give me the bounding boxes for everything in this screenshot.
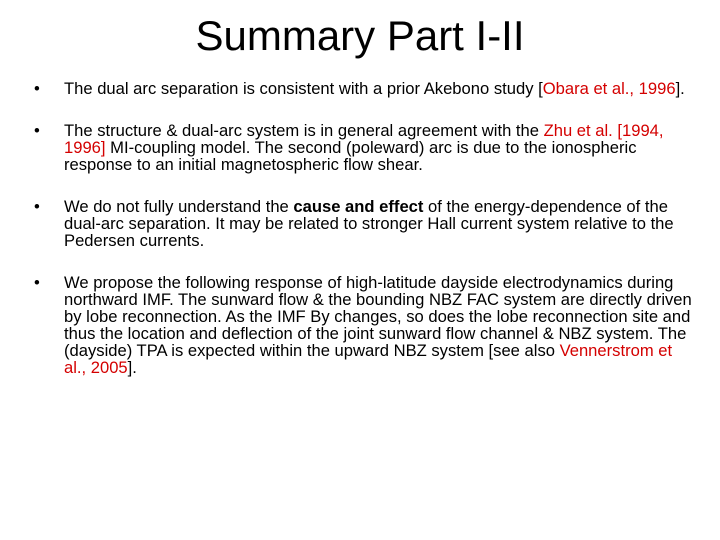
bullet-item (34, 274, 694, 376)
text-segment: of the energy-dependence of the dual-arc separation. It may be related to stronger Hall current system relative to the Pedersen currents. (64, 197, 674, 250)
text-segment: We do not fully understand the (64, 197, 294, 216)
citation-link: Zhu et al. [1994, 1996] (64, 121, 664, 157)
bullet-list (34, 80, 694, 376)
bullet-item (34, 80, 694, 97)
bullet-icon: • (34, 273, 40, 292)
citation-link: Vennerstrom et al., 2005 (64, 341, 673, 377)
bullet-text (64, 121, 664, 174)
text-segment: The dual arc separation is consistent with a prior Akebono study [ (64, 79, 543, 98)
bullet-icon: • (34, 197, 40, 216)
bullet-text (64, 79, 685, 98)
bullet-icon: • (34, 121, 40, 140)
text-segment: The structure & dual-arc system is in general agreement with the (64, 121, 544, 140)
bullet-item (34, 198, 694, 249)
slide-title: Summary Part I-II (195, 12, 525, 59)
text-segment: ]. (675, 79, 685, 98)
text-segment: ]. (127, 358, 137, 377)
text-segment: We propose the following response of high-latitude dayside electrodynamics during northward IMF. The sunward flow & the bounding NBZ FAC system are directly driven by lobe reconnection. As the IMF By changes, so does the lobe reconnection site and thus the location and deflection of the joint sunward flow channel & NBZ system. The (dayside) TPA is expected within the upward NBZ system [see also (64, 273, 692, 360)
citation-link: Obara et al., 1996 (542, 79, 676, 98)
bullet-text (64, 197, 674, 250)
bullet-item (34, 122, 694, 173)
bullet-text (64, 273, 692, 377)
emphasis-text: cause and effect (293, 197, 424, 216)
bullet-icon: • (34, 79, 40, 98)
text-segment: MI-coupling model. The second (poleward) arc is due to the ionospheric response to an initial magnetospheric flow shear. (64, 138, 637, 174)
